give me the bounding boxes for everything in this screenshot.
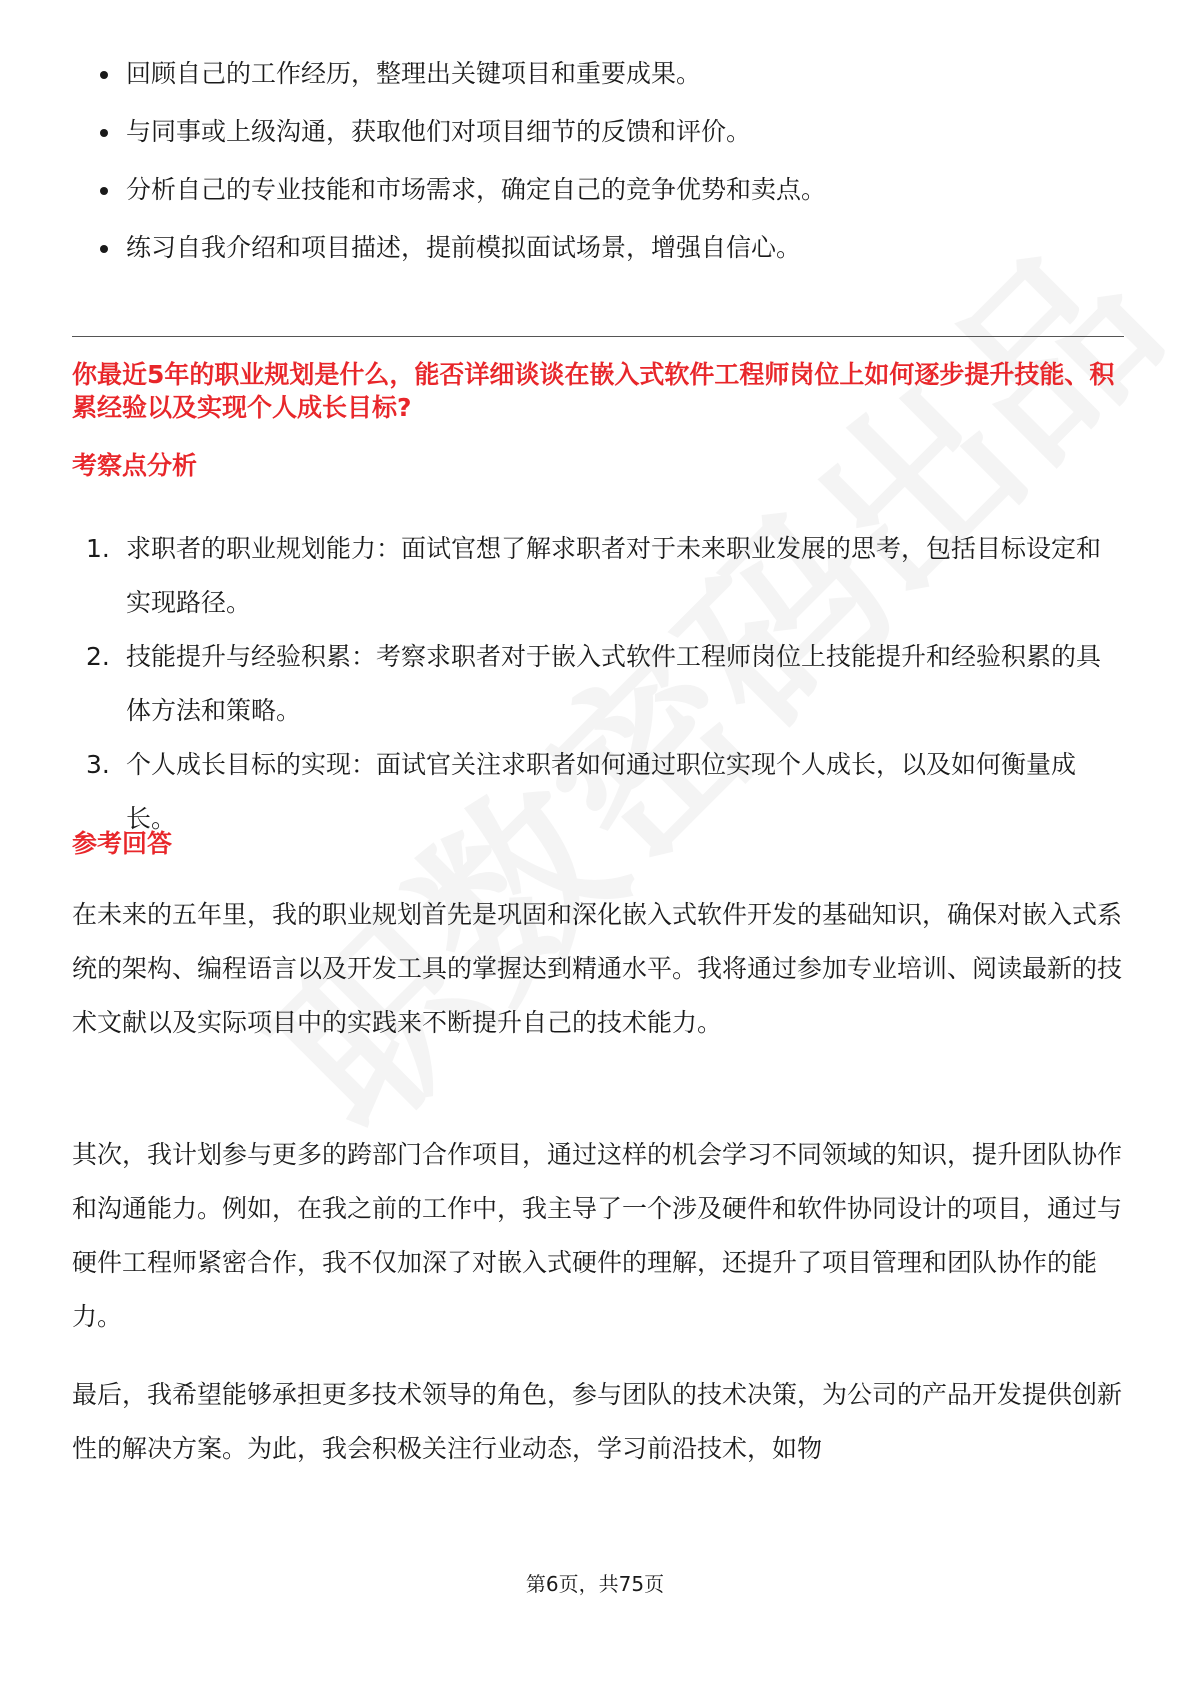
- analysis-title: 考察点分析: [72, 451, 198, 480]
- bullet-text: 回顾自己的工作经历，整理出关键项目和重要成果。: [126, 59, 702, 88]
- list-item: [72, 172, 1124, 208]
- answer-paragraph: 其次，我计划参与更多的跨部门合作项目，通过这样的机会学习不同领域的知识，提升团队协作和沟通能力。例如，在我之前的工作中，我主导了一个涉及硬件和软件协同设计的项目，通过与硬件工程师紧密合作，我不仅加深了对嵌入式硬件的理解，还提升了项目管理和团队协作的能力。: [72, 1140, 1123, 1331]
- bullet-text: 练习自我介绍和项目描述，提前模拟面试场景，增强自信心。: [126, 233, 802, 262]
- list-number: 3.: [86, 750, 110, 779]
- list-number: 2.: [86, 642, 110, 671]
- bullet-icon: [100, 129, 108, 137]
- bullet-text: 与同事或上级沟通，获取他们对项目细节的反馈和评价。: [126, 117, 752, 146]
- answer-paragraph: 最后，我希望能够承担更多技术领导的角色，参与团队的技术决策，为公司的产品开发提供创新性的解决方案。为此，我会积极关注行业动态，学习前沿技术，如物: [72, 1380, 1123, 1463]
- answer-title: 参考回答: [72, 829, 173, 858]
- list-item: [72, 522, 1124, 630]
- list-item: [72, 114, 1124, 150]
- analysis-item-text: 个人成长目标的实现：面试官关注求职者如何通过职位实现个人成长，以及如何衡量成长。: [126, 750, 1077, 833]
- page-number: 第6页，共75页: [525, 1572, 665, 1596]
- list-item: [72, 230, 1124, 266]
- preparation-bullet-list: [72, 56, 1124, 266]
- list-item: [72, 630, 1124, 738]
- answer-paragraph: 在未来的五年里，我的职业规划首先是巩固和深化嵌入式软件开发的基础知识，确保对嵌入式系统的架构、编程语言以及开发工具的掌握达到精通水平。我将通过参加专业培训、阅读最新的技术文献以及实际项目中的实践来不断提升自己的技术能力。: [72, 900, 1123, 1037]
- bullet-icon: [100, 71, 108, 79]
- bullet-icon: [100, 245, 108, 253]
- question-heading: 你最近5年的职业规划是什么，能否详细谈谈在嵌入式软件工程师岗位上如何逐步提升技能、积累经验以及实现个人成长目标?: [72, 360, 1115, 422]
- list-number: 1.: [86, 534, 110, 563]
- list-item: [72, 738, 1124, 846]
- analysis-list: [72, 522, 1124, 846]
- document-page: [72, 56, 1124, 1463]
- list-item: [72, 56, 1124, 92]
- bullet-icon: [100, 187, 108, 195]
- bullet-text: 分析自己的专业技能和市场需求，确定自己的竞争优势和卖点。: [126, 175, 827, 204]
- analysis-item-text: 求职者的职业规划能力：面试官想了解求职者对于未来职业发展的思考，包括目标设定和实现路径。: [126, 534, 1102, 617]
- analysis-item-text: 技能提升与经验积累：考察求职者对于嵌入式软件工程师岗位上技能提升和经验积累的具体方法和策略。: [126, 642, 1102, 725]
- section-divider: [72, 336, 1124, 337]
